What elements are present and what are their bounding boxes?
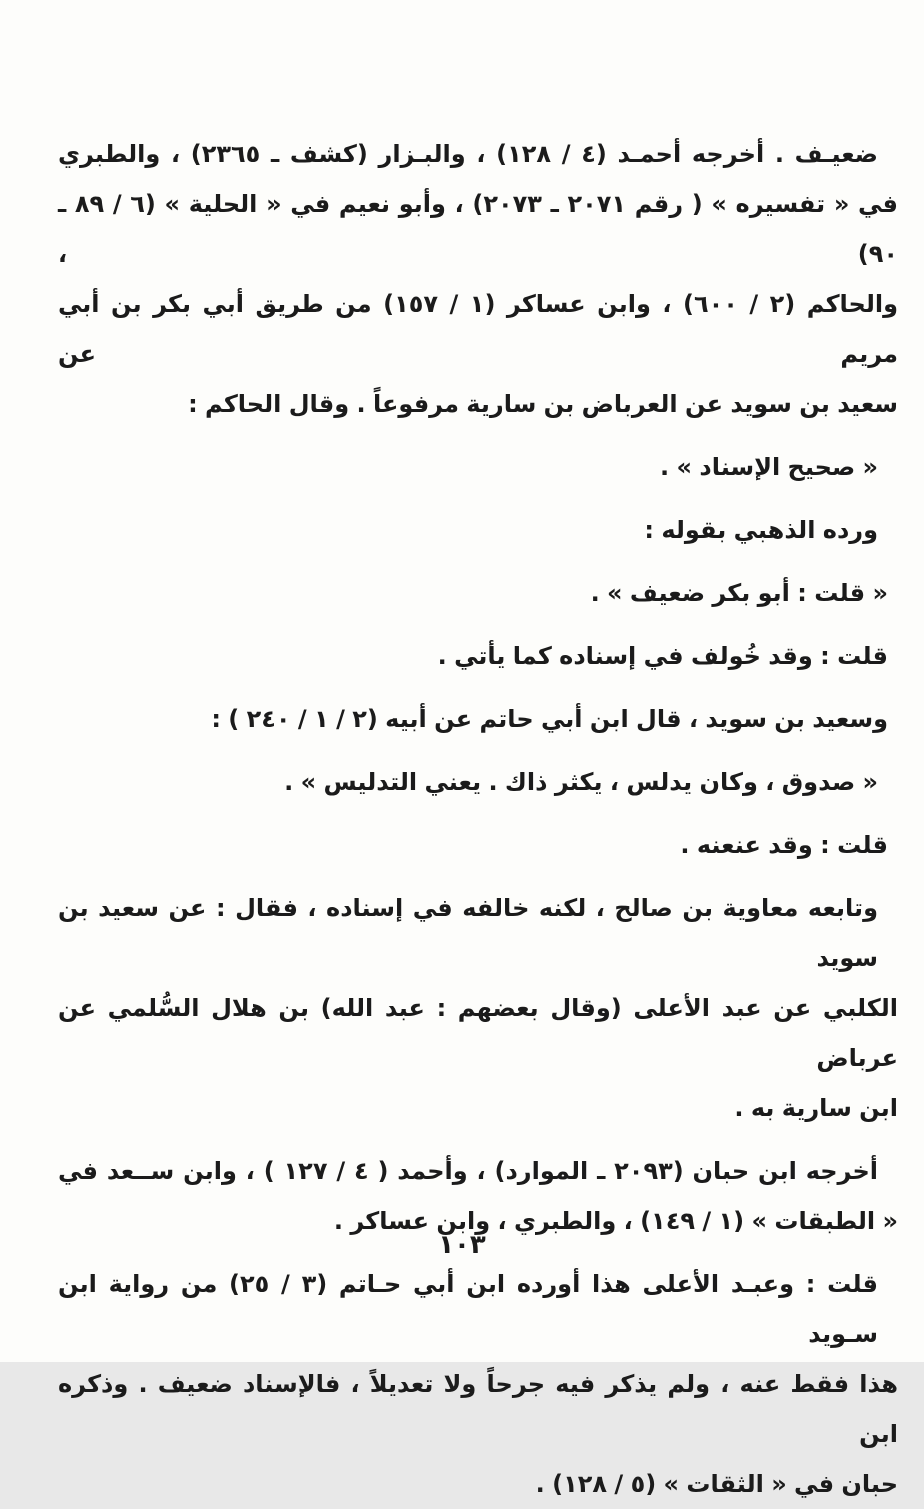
quote-line-hakim-grading <box>58 442 898 492</box>
paragraph-mutabaah <box>58 883 898 1133</box>
text-line: « الطبقات » (١ / ١٤٩) ، والطبري ، وابن عساكر . <box>333 1207 898 1235</box>
text-line: حبان في « الثقات » (٥ / ١٢٨) . <box>535 1470 898 1498</box>
quote-line-abu-hatim <box>58 757 898 807</box>
paragraph-conclusion <box>58 1259 898 1509</box>
text-line: « قلت : أبو بكر ضعيف » . <box>590 579 888 607</box>
text-line: وتابعه معاوية بن صالح ، لكنه خالفه في إسناده ، فقال : عن سعيد بن سويد <box>58 894 878 972</box>
text-line: قلت : وقد عنعنه . <box>680 831 888 859</box>
paragraph-takhrij-1 <box>58 129 898 429</box>
text-line: قلت : وعبـد الأعلى هذا أورده ابن أبي حـاتم (٣ / ٢٥) من رواية ابن سـويد <box>58 1270 878 1348</box>
text-line: الكلبي عن عبد الأعلى (وقال بعضهم : عبد الله) بن هلال السُّلمي عن عرباض <box>58 994 898 1072</box>
text-line: وسعيد بن سويد ، قال ابن أبي حاتم عن أبيه (٢ / ١ / ٢٤٠ ) : <box>211 705 888 733</box>
page-footer <box>0 1220 924 1270</box>
text-block <box>58 129 898 1509</box>
text-line: قلت : وقد خُولف في إسناده كما يأتي . <box>437 642 888 670</box>
line-author-comment-1 <box>58 631 898 681</box>
quote-line-dhahabi <box>58 568 898 618</box>
text-line: « صحيح الإسناد » . <box>660 453 878 481</box>
text-line: أخرجه ابن حبان (٢٠٩٣ ـ الموارد) ، وأحمد ( ٤ / ١٢٧ ) ، وابن ســعد في <box>58 1157 878 1185</box>
page-number: ١٠٣ <box>438 1230 486 1260</box>
text-line: والحاكم (٢ / ٦٠٠) ، وابن عساكر (١ / ١٥٧) من طريق أبي بكر بن أبي مريم عن <box>58 290 898 368</box>
text-line: ورده الذهبي بقوله : <box>644 516 878 544</box>
line-said-ibn-suwayd <box>58 694 898 744</box>
text-line: « صدوق ، وكان يدلس ، يكثر ذاك . يعني التدليس » . <box>284 768 878 796</box>
text-line: سعيد بن سويد عن العرباض بن سارية مرفوعاً . وقال الحاكم : <box>188 390 898 418</box>
text-line: ابن سارية به . <box>734 1094 898 1122</box>
text-line: ضعيـف . أخرجه أحمـد (٤ / ١٢٨) ، والبـزار (كشف ـ ٢٣٦٥) ، والطبري <box>58 140 878 168</box>
text-line: في « تفسيره » ( رقم ٢٠٧١ ـ ٢٠٧٣) ، وأبو نعيم في « الحلية » (٦ / ٨٩ ـ ٩٠) ، <box>58 190 898 268</box>
text-line: هذا فقط عنه ، ولم يذكر فيه جرحاً ولا تعديلاً ، فالإسناد ضعيف . وذكره ابن <box>58 1370 898 1448</box>
line-dhahabi-intro <box>58 505 898 555</box>
line-author-comment-2 <box>58 820 898 870</box>
